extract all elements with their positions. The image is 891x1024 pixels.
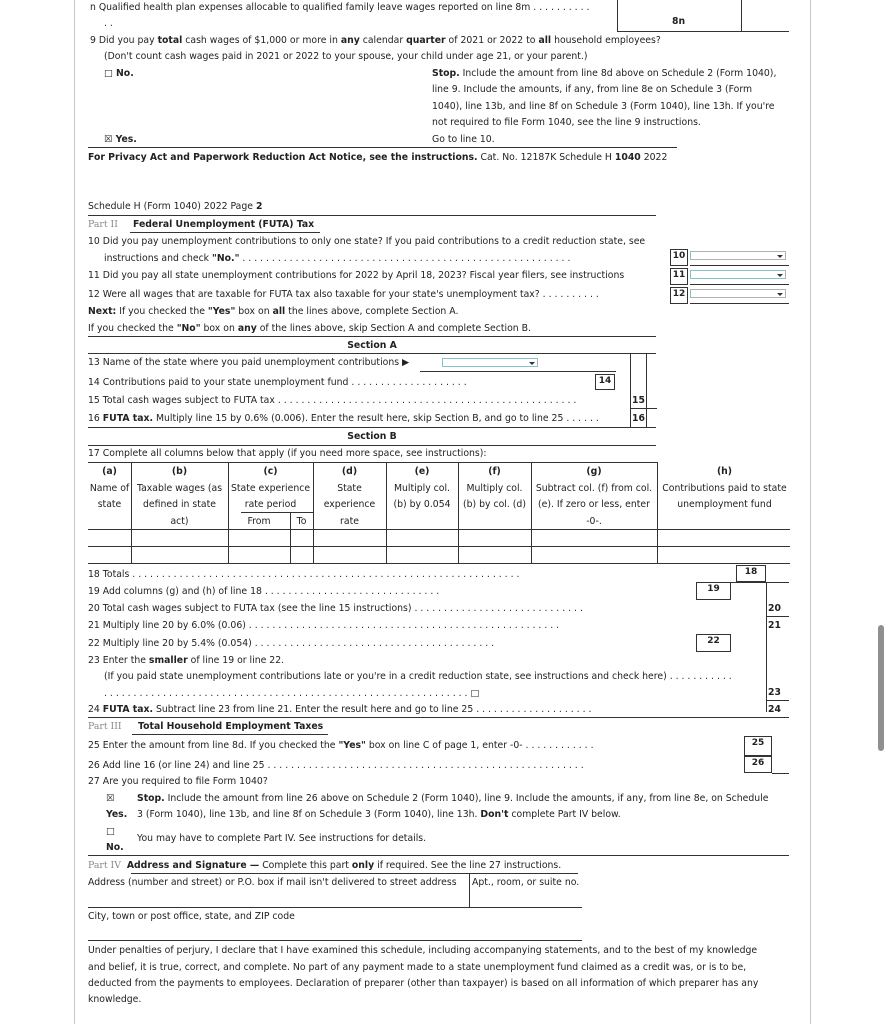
part4-text: if required. See the line 27 instructions. — [374, 860, 562, 871]
privacy-year: 2022 — [640, 152, 668, 163]
box-26-label: 26 — [744, 756, 772, 773]
label-27-no: No. — [106, 842, 124, 853]
l16-num: 16 — [88, 413, 103, 424]
address-label: Address (number and street) or P.O. box if mail isn't delivered to street address — [88, 877, 457, 888]
col-d-label1: State — [337, 483, 362, 494]
line-15: 15 Total cash wages subject to FUTA tax . . . . . . . . . . . . . . . . . . . . . . . . . . . . . . . . . . . . . . . . . . . . . . . . . . . — [88, 395, 577, 406]
box-16-label: 16 — [632, 413, 645, 424]
rule-secA — [88, 336, 656, 337]
rule-secB-bottom — [88, 445, 656, 446]
box-10-label: 10 — [670, 249, 688, 266]
ifno-text: If you checked the — [88, 323, 177, 334]
col-h-label1: Contributions paid to state — [662, 483, 787, 494]
l24-text: Subtract line 23 from line 21. Enter the result here and go to line 25 . . . . . . . . . . . . . . . . . . . . — [153, 704, 592, 715]
section-a-title: Section A — [347, 340, 397, 351]
col-f-header: (f) — [488, 466, 501, 477]
line-13: 13 Name of the state where you paid unemployment contributions ▶ — [88, 357, 410, 368]
scrollbar-thumb[interactable] — [878, 625, 884, 751]
line-23-checkbox[interactable]: . . . . . . . . . . . . . . . . . . . . . . . . . . . . . . . . . . . . . . . . . . . . . . . . . . . . . . . . . . . . . . □ — [104, 688, 480, 699]
box-8n-right — [741, 0, 742, 31]
table-top-rule — [88, 462, 658, 463]
line-8n: n Qualified health plan expenses allocable to qualified family leave wages reported on line 8m . . . . . . . . . . — [90, 2, 590, 13]
part4-header — [88, 859, 561, 872]
perjury-line1: Under penalties of perjury, I declare that I have examined this schedule, including accompanying statements, and to the best of my knowledge — [88, 945, 758, 956]
q9-all: all — [538, 35, 552, 46]
col-g-header: (g) — [586, 466, 602, 477]
line-21: 21 Multiply line 20 by 6.0% (0.06) . . . . . . . . . . . . . . . . . . . . . . . . . . . . . . . . . . . . . . . . . . . . . . . . . . . . . — [88, 620, 560, 631]
stop-27-line1 — [137, 792, 769, 805]
line-16 — [88, 412, 599, 425]
line-12-select[interactable] — [690, 289, 786, 298]
line-10: 10 Did you pay unemployment contributions to only one state? If you paid contributions to a credit reduction state, see — [88, 236, 646, 247]
line-12: 12 Were all wages that are taxable for FUTA tax also taxable for your state's unemployment tax? . . . . . . . . . . — [88, 289, 599, 300]
box-20-label: 20 — [768, 603, 781, 614]
box-11-label: 11 — [670, 268, 688, 285]
city-label: City, town or post office, state, and ZIP code — [88, 911, 295, 922]
q9-part: household employees? — [551, 35, 661, 46]
table-row2-bottom — [88, 563, 790, 564]
perjury-line3: deducted from the payments to employees. Declaration of preparer (other than taxpayer) is based on all information of which preparer has any — [88, 978, 759, 989]
stop-27-line2 — [137, 808, 621, 821]
ifno-text: box on — [200, 323, 238, 334]
col-d-label3: rate — [340, 516, 359, 527]
page2-header — [88, 200, 262, 213]
line-20: 20 Total cash wages subject to FUTA tax (see the line 15 instructions) . . . . . . . . . . . . . . . . . . . . . . . . . . . . . — [88, 603, 583, 614]
col-15-right — [646, 354, 647, 428]
col-c-label2: rate period — [244, 499, 297, 510]
apt-label: Apt., room, or suite no. — [472, 877, 580, 888]
q9-part: of 2021 or 2022 to — [445, 35, 539, 46]
line-22: 22 Multiply line 20 by 5.4% (0.054) . . . . . . . . . . . . . . . . . . . . . . . . . . . . . . . . . . . . . . . . . — [88, 638, 495, 649]
rule-13 — [420, 371, 616, 372]
col-div-g — [657, 462, 658, 564]
line-19: 19 Add columns (g) and (h) of line 18 . . . . . . . . . . . . . . . . . . . . . . . . . . . . . . — [88, 586, 440, 597]
col-a-label1: Name of — [89, 483, 130, 494]
q9-part: 9 Did you pay — [90, 35, 158, 46]
checkbox-9-no[interactable]: □ No. — [104, 68, 134, 79]
rule-from-to — [241, 512, 313, 513]
l24-num: 24 — [88, 704, 103, 715]
col-a-header: (a) — [102, 466, 117, 477]
rule-secB — [88, 427, 656, 428]
box-14-label: 14 — [595, 374, 615, 390]
rule-10 — [690, 265, 789, 266]
box-8n-left — [617, 0, 618, 31]
line-14: 14 Contributions paid to your state unemployment fund . . . . . . . . . . . . . . . . . . . . — [88, 377, 467, 388]
line-24 — [88, 703, 591, 716]
no-27-text: You may have to complete Part IV. See instructions for details. — [137, 833, 427, 844]
part4-title: Address and Signature — — [126, 860, 260, 871]
next-yes: "Yes" — [207, 306, 236, 317]
line-17: 17 Complete all columns below that apply (if you need more space, see instructions): — [88, 448, 487, 459]
line-26: 26 Add line 16 (or line 24) and line 25 . . . . . . . . . . . . . . . . . . . . . . . . . . . . . . . . . . . . . . . . . . . . . . . . . . . . . . — [88, 760, 584, 771]
checkbox-27-yes[interactable]: ☒ — [106, 793, 115, 804]
l23-text: of line 19 or line 22. — [187, 655, 285, 666]
part2-tag: Part II — [88, 219, 118, 230]
perjury-line4: knowledge. — [88, 994, 142, 1005]
label-27-yes: Yes. — [106, 809, 128, 820]
next-instruction — [88, 305, 458, 318]
city-field[interactable] — [88, 940, 582, 941]
col-e-label1: Multiply col. — [393, 483, 450, 494]
col-g-label2: (e). If zero or less, enter — [538, 499, 650, 510]
next-text: box on — [235, 306, 273, 317]
l25-text: 25 Enter the amount from line 8d. If you checked the — [88, 740, 339, 751]
box-21-label: 21 — [768, 620, 781, 631]
col-c-header: (c) — [263, 466, 278, 477]
stop-text: Include the amount from line 8d above on Schedule 2 (Form 1040), — [459, 68, 777, 79]
l10-text: instructions and check — [104, 253, 213, 264]
rule-part4 — [88, 855, 789, 856]
perjury-line2: and belief, it is true, correct, and complete. No part of any payment made to a state unemployment fund claimed as a credit was, or is to be, — [88, 962, 747, 973]
box-25-label: 25 — [744, 736, 772, 756]
l25-yes: "Yes" — [338, 740, 366, 751]
l25-text: box on line C of page 1, enter -0- . . . . . . . . . . . . — [365, 740, 594, 751]
address-field[interactable] — [88, 907, 582, 908]
stop27-word: Stop. — [137, 793, 165, 804]
stop27-text: complete Part IV below. — [508, 809, 621, 820]
box-12-label: 12 — [670, 287, 688, 304]
col-g-label1: Subtract col. (f) from col. — [535, 483, 653, 494]
col-c-from: From — [247, 516, 271, 527]
ifno-any: any — [237, 323, 257, 334]
header-page: 2 — [255, 201, 263, 212]
line-27: 27 Are you required to file Form 1040? — [88, 776, 268, 787]
line-10-select[interactable] — [690, 251, 786, 260]
col-f-label2: (b) by col. (d) — [463, 499, 526, 510]
next-all: all — [272, 306, 286, 317]
col-d-label2: experience — [323, 499, 376, 510]
rule-part3 — [88, 717, 789, 718]
l10-no: "No." — [212, 253, 240, 264]
goto-line-10: Go to line 10. — [432, 134, 495, 145]
col-15-left — [630, 354, 631, 428]
question-9 — [90, 34, 661, 47]
line-11: 11 Did you pay all state unemployment contributions for 2022 by April 18, 2023? Fiscal year filers, see instructions — [88, 270, 625, 281]
table-header-bottom — [88, 529, 790, 530]
col-h-label2: unemployment fund — [677, 499, 772, 510]
box-24-label: 24 — [768, 704, 781, 715]
q9-quarter: quarter — [406, 35, 446, 46]
q9-part: calendar — [359, 35, 407, 46]
box-22-label: 22 — [696, 634, 731, 652]
col-20-left — [766, 582, 767, 712]
q9-total: total — [157, 35, 183, 46]
next-bold: Next: — [88, 306, 117, 317]
col-f-label1: Multiply col. — [466, 483, 523, 494]
privacy-form: 1040 — [614, 152, 641, 163]
rule-part2-title — [130, 232, 320, 233]
stop-9-line4: not required to file Form 1040, see the line 9 instructions. — [432, 117, 701, 128]
part4-text: Complete this part — [259, 860, 352, 871]
box-8n-label: 8n — [672, 16, 686, 27]
rule-15 — [630, 408, 657, 409]
stop27-dont: Don't — [480, 809, 509, 820]
rule-part4-title — [131, 873, 578, 874]
col-a-label2: state — [97, 499, 122, 510]
rule-part2 — [88, 215, 656, 216]
part3-tag: Part III — [88, 721, 122, 732]
line-8n-dots: . . — [104, 18, 113, 29]
address-apt-divider — [469, 874, 470, 908]
line-23 — [88, 654, 284, 667]
stop-word: Stop. — [432, 68, 460, 79]
ifno-instruction — [88, 322, 531, 335]
stop27-text: 3 (Form 1040), line 13b, and line 8f on Schedule 3 (Form 1040), line 13h. — [137, 809, 481, 820]
col-d-header: (d) — [341, 466, 358, 477]
state-select[interactable] — [442, 358, 538, 367]
rule-20 — [766, 616, 789, 617]
col-b-header: (b) — [171, 466, 188, 477]
checkbox-9-yes[interactable]: ☒ Yes. — [104, 134, 137, 145]
ifno-text: of the lines above, skip Section A and complete Section B. — [256, 323, 531, 334]
rule-23 — [766, 700, 789, 701]
q9-any: any — [340, 35, 360, 46]
col-b-label1: Taxable wages (as — [136, 483, 223, 494]
table-row1-bottom — [88, 546, 790, 547]
col-b-label3: act) — [170, 516, 189, 527]
l24-bold: FUTA tax. — [102, 704, 153, 715]
col-e-header: (e) — [414, 466, 430, 477]
col-g-label3: -0-. — [586, 516, 602, 527]
l10-dots: . . . . . . . . . . . . . . . . . . . . . . . . . . . . . . . . . . . . . . . . . . . . . . . . . . . . . . . . — [239, 253, 571, 264]
line-23-note: (If you paid state unemployment contributions late or you're in a credit reduction state, see instructions and check here) . . . . . . . . . . . — [104, 671, 732, 682]
rule-part3-title — [132, 734, 328, 735]
line-11-select[interactable] — [690, 270, 786, 279]
rule-8n — [617, 31, 789, 32]
l16-bold: FUTA tax. — [102, 413, 153, 424]
l16-text: Multiply line 15 by 0.6% (0.006). Enter the result here, skip Section B, and go to line 25 . . . . . . — [153, 413, 599, 424]
line-18: 18 Totals . . . . . . . . . . . . . . . . . . . . . . . . . . . . . . . . . . . . . . . . . . . . . . . . . . . . . . . . . . . . . . . . . . — [88, 569, 520, 580]
box-19-label: 19 — [696, 582, 731, 600]
privacy-notice — [88, 151, 667, 164]
q9-part: cash wages of $1,000 or more in — [182, 35, 341, 46]
stop27-text: Include the amount from line 26 above on Schedule 2 (Form 1040), line 9. Include the amounts, if any, from line 8e, on Schedule — [164, 793, 769, 804]
rule-privacy — [88, 147, 677, 148]
part4-only: only — [351, 860, 375, 871]
col-c-to: To — [296, 516, 307, 527]
col-h-header: (h) — [716, 466, 733, 477]
next-text: the lines above, complete Section A. — [285, 306, 459, 317]
l23-bold: smaller — [148, 655, 188, 666]
col-e-label2: (b) by 0.054 — [393, 499, 451, 510]
privacy-bold: For Privacy Act and Paperwork Reduction Act Notice, see the instructions. — [88, 152, 478, 163]
box-15-label: 15 — [632, 395, 645, 406]
section-b-title: Section B — [347, 431, 397, 442]
col-c-label1: State experience — [230, 483, 311, 494]
rule-26 — [772, 773, 789, 774]
stop-9-line2: line 9. Include the amounts, if any, from line 8e on Schedule 3 (Form — [432, 84, 753, 95]
line-25 — [88, 739, 594, 752]
stop-9-line3: 1040), line 13b, and line 8f on Schedule 3 (Form 1040), line 13h. If you're — [432, 101, 775, 112]
privacy-cat: Cat. No. 12187K Schedule H — [477, 152, 615, 163]
next-text: If you checked the — [116, 306, 208, 317]
checkbox-27-no[interactable]: □ — [106, 826, 115, 837]
stop-9-line1 — [432, 67, 776, 80]
col-b-label2: defined in state — [143, 499, 216, 510]
box-18-label: 18 — [736, 565, 766, 582]
header-text: Schedule H (Form 1040) 2022 Page — [88, 201, 256, 212]
part2-title: Federal Unemployment (FUTA) Tax — [133, 219, 315, 230]
rule-12 — [690, 303, 789, 304]
part3-title: Total Household Employment Taxes — [138, 721, 324, 732]
rule-19 — [731, 582, 789, 583]
rule-secA-bottom — [88, 353, 656, 354]
rule-11 — [690, 284, 789, 285]
box-23-label: 23 — [768, 687, 781, 698]
line-10-b — [104, 252, 570, 265]
l23-text: 23 Enter the — [88, 655, 149, 666]
ifno-no: "No" — [176, 323, 201, 334]
question-9-note: (Don't count cash wages paid in 2021 or 2022 to your spouse, your child under age 21, or your parent.) — [104, 51, 588, 62]
part4-tag: Part IV — [88, 860, 121, 871]
